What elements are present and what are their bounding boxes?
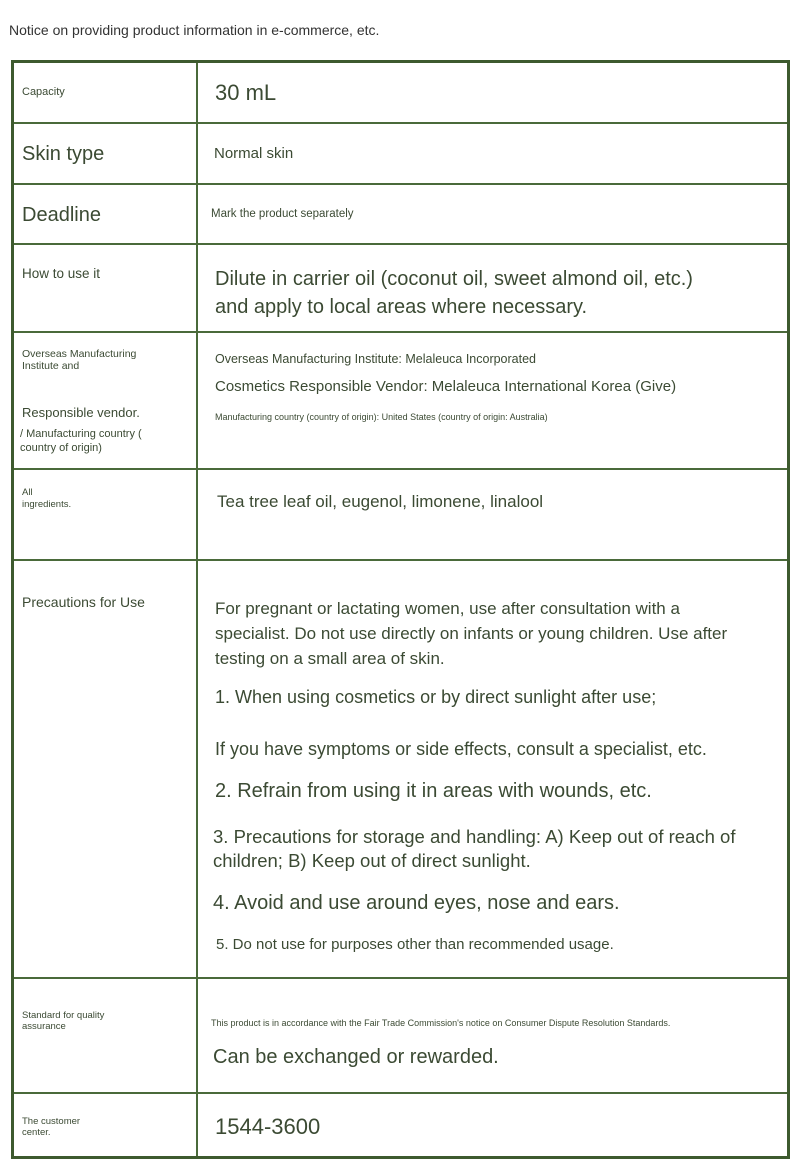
precautions-item-1b: If you have symptoms or side effects, consult a specialist, etc.	[215, 739, 707, 759]
precautions-item-2: 2. Refrain from using it in areas with wounds, etc.	[215, 780, 652, 802]
value-cell	[198, 979, 787, 1092]
quality-label: Standard for quality assurance	[22, 1010, 105, 1032]
label-cell	[14, 1094, 198, 1156]
label-cell	[14, 124, 198, 183]
ingredients-value: Tea tree leaf oil, eugenol, limonene, linalool	[217, 492, 544, 511]
ingredients-label: All ingredients.	[22, 487, 72, 510]
manufacturer-label-1: Overseas Manufacturing Institute and	[22, 348, 137, 372]
manufacturer-value-2: Cosmetics Responsible Vendor: Melaleuca International Korea (Give)	[215, 378, 677, 395]
value-cell	[198, 470, 787, 559]
value-cell	[198, 245, 787, 331]
notice-title: Notice on providing product information in e-commerce, etc.	[9, 22, 380, 38]
row-deadline	[14, 185, 787, 245]
deadline-label: Deadline	[22, 204, 101, 226]
row-capacity	[14, 63, 787, 124]
label-cell	[14, 245, 198, 331]
value-cell	[198, 333, 787, 468]
quality-value-2: Can be exchanged or rewarded.	[213, 1046, 499, 1068]
manufacturer-value-3: Manufacturing country (country of origin): United States (country of origin: Australia)	[215, 412, 548, 422]
row-manufacturer	[14, 333, 787, 470]
product-info-table	[11, 60, 790, 1159]
precautions-item-5: 5. Do not use for purposes other than recommended usage.	[216, 936, 614, 953]
label-cell	[14, 979, 198, 1092]
precautions-item-4: 4. Avoid and use around eyes, nose and ears.	[213, 892, 620, 914]
manufacturer-label-3: / Manufacturing country ( country of origin)	[20, 428, 142, 454]
precautions-item-1: 1. When using cosmetics or by direct sunlight after use;	[215, 687, 657, 707]
how-to-use-label: How to use it	[22, 266, 101, 281]
value-cell	[198, 185, 787, 243]
row-skin-type	[14, 124, 787, 185]
row-how-to-use	[14, 245, 787, 333]
value-cell	[198, 1094, 787, 1156]
row-customer	[14, 1094, 787, 1156]
capacity-value: 30 mL	[215, 80, 277, 105]
capacity-label: Capacity	[22, 86, 65, 98]
skin-type-label: Skin type	[22, 143, 105, 165]
value-cell	[198, 63, 787, 122]
label-cell	[14, 185, 198, 243]
label-cell	[14, 470, 198, 559]
how-to-use-value: Dilute in carrier oil (coconut oil, sweet almond oil, etc.) and apply to local areas where necessary.	[215, 268, 693, 318]
value-cell	[198, 124, 787, 183]
customer-phone: 1544-3600	[215, 1114, 321, 1139]
skin-type-value: Normal skin	[214, 145, 294, 162]
row-precautions	[14, 561, 787, 979]
precautions-label: Precautions for Use	[22, 594, 145, 610]
customer-label: The customer center.	[22, 1116, 81, 1138]
label-cell	[14, 333, 198, 468]
value-cell	[198, 561, 787, 977]
manufacturer-value-1: Overseas Manufacturing Institute: Melaleuca Incorporated	[215, 352, 537, 366]
label-cell	[14, 63, 198, 122]
precautions-intro: For pregnant or lactating women, use after consultation with a specialist. Do not use directly on infants or young children. Use after testing on a small area of skin.	[215, 599, 728, 668]
quality-value-1: This product is in accordance with the Fair Trade Commission's notice on Consumer Dispute Resolution Standards.	[211, 1018, 671, 1028]
row-ingredients	[14, 470, 787, 561]
row-quality	[14, 979, 787, 1094]
label-cell	[14, 561, 198, 977]
manufacturer-label-2: Responsible vendor.	[22, 405, 140, 420]
deadline-value: Mark the product separately	[211, 208, 354, 220]
precautions-item-3: 3. Precautions for storage and handling: A) Keep out of reach of children; B) Keep out of direct sunlight.	[213, 826, 736, 871]
